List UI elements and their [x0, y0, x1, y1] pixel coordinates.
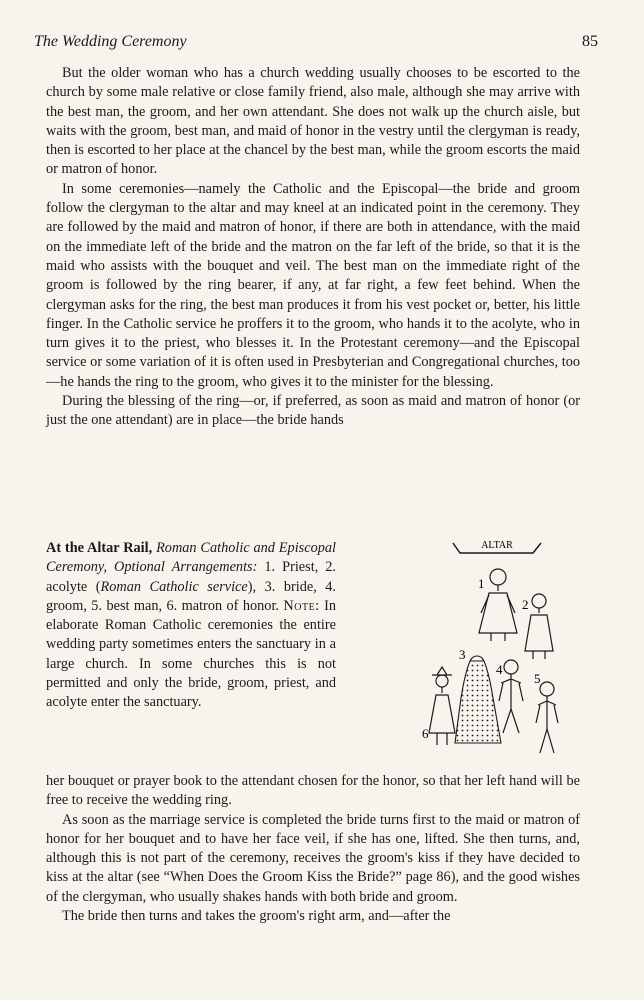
page-number: 85: [582, 33, 598, 50]
figure-number-5: 5: [534, 671, 541, 686]
altar-rail-illustration: [415, 533, 585, 763]
paragraph: her bouquet or prayer book to the attendant chosen for the honor, so that her left hand will be free to receive the wedding ring.: [46, 773, 580, 809]
chapter-title: The Wedding Ceremony: [34, 33, 187, 50]
caption-list-italic: Roman Catholic service: [100, 578, 248, 595]
figure-best-man: [536, 682, 558, 753]
figure-matron: [429, 667, 455, 745]
figure-priest: [479, 569, 517, 641]
body-text-bottom: [46, 772, 580, 926]
figure-number-4: 4: [496, 662, 503, 677]
figure-number-6: 6: [422, 726, 429, 741]
figure-number-1: 1: [478, 576, 485, 591]
paragraph: In some ceremonies—namely the Catholic and the Episcopal—the bride and groom follow the clergyman to the altar and may kneel at an indicated point in the ceremony. They are followed by the maid and matron of honor, if there are both in attendance, with the maid on the immediate left of the bride and the matron on the far left of the bride, so that it is the maid who assists with the bouquet and veil. The best man on the immediate right of the groom is followed by the ring bearer, if any, at far right, a few feet behind. When the clergyman asks for the ring, the best man produces it from his vest pocket or, better, his little finger. In the Catholic service he proffers it to the groom, who hands it to the acolyte, who in turn gives it to the priest, who blesses it. In the Protestant ceremony—and the Episcopal service or some variation of it is often used in Presbyterian and Congregational churches, too—he hands the ring to the groom, who gives it to the minister for the blessing.: [46, 180, 580, 390]
altar-label: ALTAR: [481, 540, 513, 551]
figure-groom: [499, 660, 523, 733]
caption-list-end: ), 3. bride, 4. groom, 5. best man, 6. matron of honor.: [46, 578, 336, 614]
paragraph: But the older woman who has a church wedding usually chooses to be escorted to the church by some male relative or close family friend, also male, although she may arrive with the best man, the groom, and her own attendant. She does not walk up the church aisle, but waits with the groom, best man, and maid of honor in the vestry until the clergyman is ready, then is escorted to her place at the chancel by the best man, while the groom escorts the maid or matron of honor.: [46, 65, 580, 178]
body-text-top: [46, 64, 580, 431]
note-label: Note:: [283, 597, 320, 614]
figure-number-3: 3: [459, 647, 466, 662]
figure-acolyte: [525, 594, 553, 659]
altar: [453, 540, 541, 553]
paragraph: During the blessing of the ring—or, if preferred, as soon as maid and matron of honor (or just the one attendant) are in place—the bride hands: [46, 393, 580, 429]
caption-title: At the Altar Rail,: [46, 540, 153, 556]
altar-diagram: [415, 533, 585, 763]
running-header: [34, 33, 598, 51]
paragraph: As soon as the marriage service is completed the bride turns first to the maid or matron of honor for her bouquet and to have her face veil, if she has one, lifted. She then turns, and, although this is not part of the ceremony, receives the groom's kiss if they have decided to kiss at the altar (see “When Does the Groom Kiss the Bride?” page 86), and the good wishes of the clergyman, who usually shakes hands with both bride and groom.: [46, 811, 580, 905]
caption-subtitle: Roman Catholic and Episcopal Ceremony, Optional Arrangements:: [46, 540, 336, 576]
figure-caption: [46, 539, 336, 713]
figure-bride: [455, 656, 501, 743]
figure-number-2: 2: [522, 597, 529, 612]
note-text: In elaborate Roman Catholic ceremonies the entire wedding party sometimes enters the sanctuary in a large church. In some churches this is not permitted and only the bride, groom, priest, and acolyte enter the sanctuary.: [46, 597, 337, 711]
caption-list: 1. Priest, 2. acolyte (: [46, 559, 336, 595]
paragraph: The bride then turns and takes the groom's right arm, and—after the: [62, 908, 451, 925]
